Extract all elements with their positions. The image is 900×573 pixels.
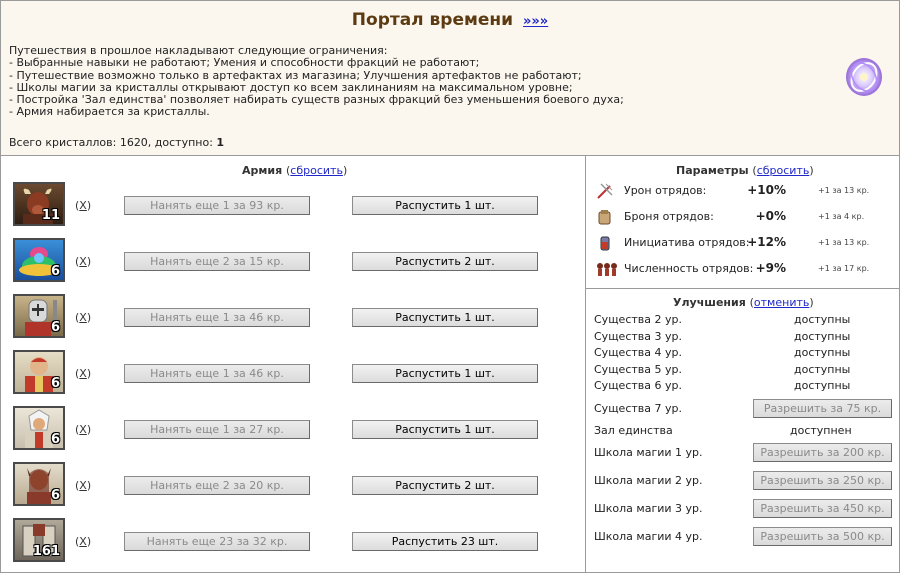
param-row-initiative <box>586 233 899 253</box>
unit-remove: (X) <box>75 311 92 324</box>
param-note: +1 за 13 кр. <box>818 238 870 247</box>
intro-line: - Выбранные навыки не работают; Умения и способности фракций не работают; <box>9 56 480 70</box>
upgrade-button[interactable]: Разрешить за 75 кр. <box>753 399 892 418</box>
param-note: +1 за 13 кр. <box>818 186 870 195</box>
param-value: +10% <box>747 183 786 197</box>
param-row-damage <box>586 181 899 201</box>
param-value: +0% <box>755 209 786 223</box>
upgrade-status: доступны <box>794 330 851 343</box>
unit-remove-link[interactable]: X <box>79 311 87 324</box>
dismiss-button[interactable]: Распустить 2 шт. <box>352 252 538 271</box>
unit-count: 6 <box>50 320 60 335</box>
unit-count: 11 <box>41 208 60 223</box>
upgrade-label: Существа 2 ур. <box>594 313 682 326</box>
upgrade-button[interactable]: Разрешить за 450 кр. <box>753 499 892 518</box>
page-title <box>1 10 899 30</box>
intro-line: Путешествия в прошлое накладывают следующие ограничения: <box>9 44 388 57</box>
intro-line: - Армия набирается за кристаллы. <box>9 105 210 119</box>
unit-count: 6 <box>50 432 60 447</box>
param-row-armor <box>586 207 899 227</box>
army-title: Армия <box>242 164 283 177</box>
upgrade-label: Школа магии 3 ур. <box>594 502 703 515</box>
hire-button[interactable]: Нанять еще 2 за 15 кр. <box>124 252 310 271</box>
unit-count: 161 <box>32 544 60 559</box>
param-note: +1 за 17 кр. <box>818 264 870 273</box>
param-label: Численность отрядов: <box>624 262 754 275</box>
header-area <box>1 1 899 156</box>
page-title-text: Портал времени <box>351 10 514 30</box>
intro-text <box>9 45 809 119</box>
upgrade-button[interactable]: Разрешить за 500 кр. <box>753 527 892 546</box>
unit-remove: (X) <box>75 199 92 212</box>
unit-row <box>13 406 69 452</box>
armor-icon <box>596 208 614 226</box>
unit-remove-link[interactable]: X <box>79 255 87 268</box>
upgrade-button[interactable]: Разрешить за 200 кр. <box>753 443 892 462</box>
param-note: +1 за 4 кр. <box>818 212 865 221</box>
upgrade-status: доступны <box>794 313 851 326</box>
hire-button[interactable]: Нанять еще 1 за 27 кр. <box>124 420 310 439</box>
unit-row <box>13 294 69 340</box>
army-reset-link[interactable]: сбросить <box>290 164 343 177</box>
dismiss-button[interactable]: Распустить 1 шт. <box>352 196 538 215</box>
hire-button[interactable]: Нанять еще 1 за 46 кр. <box>124 364 310 383</box>
unit-remove-link[interactable]: X <box>79 423 87 436</box>
param-label: Урон отрядов: <box>624 184 707 197</box>
unit-count: 6 <box>50 488 60 503</box>
intro-line: - Путешествие возможно только в артефактах из магазина; Улучшения артефактов не работают; <box>9 68 582 82</box>
initiative-icon <box>596 234 614 252</box>
unit-row <box>13 518 69 564</box>
param-value: +12% <box>747 235 786 249</box>
crystals-total-label: Всего кристаллов: 1620, доступно: <box>9 136 217 149</box>
param-label: Инициатива отрядов: <box>624 236 750 249</box>
unit-remove-link[interactable]: X <box>79 535 87 548</box>
hire-button[interactable]: Нанять еще 2 за 20 кр. <box>124 476 310 495</box>
upgrade-label: Существа 4 ур. <box>594 346 682 359</box>
unit-row <box>13 238 69 284</box>
upgrades-panel <box>586 289 899 572</box>
upgrade-label: Школа магии 2 ур. <box>594 474 703 487</box>
archer-portrait[interactable] <box>13 406 65 450</box>
damage-icon <box>596 182 614 200</box>
unit-remove-link[interactable]: X <box>79 199 87 212</box>
intro-line: - Постройка 'Зал единства' позволяет набирать существ разных фракций без уменьшения боевого духа; <box>9 93 624 107</box>
title-arrow-link[interactable]: »»» <box>523 14 549 29</box>
army-panel <box>1 156 586 572</box>
upgrades-cancel-link[interactable]: отменить <box>753 296 810 309</box>
upgrade-status: доступны <box>794 346 851 359</box>
dismiss-button[interactable]: Распустить 1 шт. <box>352 420 538 439</box>
unit-remove: (X) <box>75 479 92 492</box>
genie-portrait[interactable] <box>13 238 65 282</box>
unit-row <box>13 182 69 228</box>
dismiss-button[interactable]: Распустить 2 шт. <box>352 476 538 495</box>
upgrade-status: доступны <box>794 363 851 376</box>
unit-count: 6 <box>50 376 60 391</box>
hire-button[interactable]: Нанять еще 1 за 46 кр. <box>124 308 310 327</box>
unit-remove: (X) <box>75 423 92 436</box>
unit-row <box>13 350 69 396</box>
monk-portrait[interactable] <box>13 350 65 394</box>
numbers-icon <box>596 260 618 278</box>
param-row-numbers <box>586 259 899 279</box>
unit-row <box>13 462 69 508</box>
upgrade-label: Существа 3 ур. <box>594 330 682 343</box>
hire-button[interactable]: Нанять еще 1 за 93 кр. <box>124 196 310 215</box>
upgrade-label: Существа 7 ур. <box>594 402 682 415</box>
crystals-total <box>9 136 224 149</box>
unit-remove-link[interactable]: X <box>79 479 87 492</box>
params-title: Параметры <box>676 164 749 177</box>
upgrades-title: Улучшения <box>673 296 746 309</box>
unit-remove-link[interactable]: X <box>79 367 87 380</box>
upgrade-button[interactable]: Разрешить за 250 кр. <box>753 471 892 490</box>
upgrade-label: Школа магии 4 ур. <box>594 530 703 543</box>
upgrade-status: доступнен <box>790 424 852 437</box>
param-value: +9% <box>755 261 786 275</box>
unit-remove: (X) <box>75 255 92 268</box>
dismiss-button[interactable]: Распустить 1 шт. <box>352 364 538 383</box>
demon-portrait[interactable] <box>13 462 65 506</box>
army-header: Армия (сбросить) <box>242 164 348 177</box>
upgrades-header: Улучшения (отменить) <box>673 296 814 309</box>
upgrade-label: Зал единства <box>594 424 673 437</box>
param-label: Броня отрядов: <box>624 210 714 223</box>
params-header: Параметры (сбросить) <box>676 164 814 177</box>
unit-remove: (X) <box>75 535 92 548</box>
hire-button[interactable]: Нанять еще 23 за 32 кр. <box>124 532 310 551</box>
dismiss-button[interactable]: Распустить 23 шт. <box>352 532 538 551</box>
params-panel <box>586 156 899 289</box>
crusader-portrait[interactable] <box>13 294 65 338</box>
unit-remove: (X) <box>75 367 92 380</box>
intro-line: - Школы магии за кристаллы открывают доступ ко всем заклинаниям на максимальном уровне; <box>9 80 573 94</box>
golem-portrait[interactable] <box>13 518 65 562</box>
minotaur-portrait[interactable] <box>13 182 65 226</box>
crystals-available: 1 <box>216 136 225 149</box>
upgrade-label: Школа магии 1 ур. <box>594 446 703 459</box>
unit-count: 6 <box>50 264 60 279</box>
dismiss-button[interactable]: Распустить 1 шт. <box>352 308 538 327</box>
portal-icon <box>843 55 885 99</box>
params-reset-link[interactable]: сбросить <box>756 164 810 177</box>
upgrade-label: Существа 5 ур. <box>594 363 682 376</box>
upgrade-status: доступны <box>794 379 851 392</box>
upgrade-label: Существа 6 ур. <box>594 379 682 392</box>
